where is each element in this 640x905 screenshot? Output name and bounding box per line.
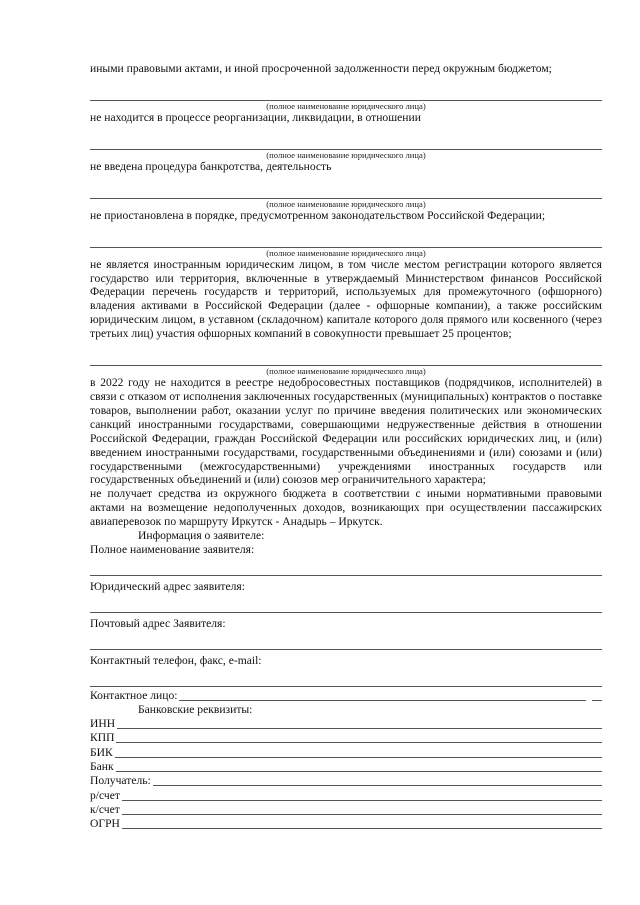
postal-address-field[interactable] <box>90 631 602 650</box>
bank-field-bik <box>90 745 602 759</box>
applicant-section <box>90 529 602 703</box>
bank-field-inn <box>90 717 602 731</box>
bank-field-label: ОГРН <box>90 817 120 831</box>
bank-field-corr-account <box>90 803 602 817</box>
bank-field-label: ИНН <box>90 717 116 731</box>
bank-field-recipient <box>90 774 602 788</box>
bank-field-input[interactable] <box>117 717 602 729</box>
condition-suspended: не приостановлена в порядке, предусмотренном законодательством Российской Федерации; <box>90 208 546 222</box>
legal-entity-note: (полное наименование юридического лица) <box>266 198 426 209</box>
legal-entity-line[interactable] <box>90 78 602 101</box>
bank-field-kpp <box>90 731 602 745</box>
bank-field-label: БИК <box>90 745 113 759</box>
contact-person-field[interactable] <box>179 689 586 701</box>
phone-label: Контактный телефон, факс, e-mail: <box>90 653 262 667</box>
legal-entity-note: (полное наименование юридического лица) <box>266 247 426 258</box>
intro-paragraph: иными правовыми актами, и иной просроченной задолженности перед окружным бюджетом; <box>90 62 552 75</box>
postal-address-label: Почтовый адрес Заявителя: <box>90 616 226 630</box>
bank-field-bank <box>90 760 602 774</box>
bank-field-label: к/счет <box>90 802 120 816</box>
condition-bankruptcy: не введена процедура банкротства, деятельность <box>90 159 332 173</box>
legal-address-field[interactable] <box>90 594 602 613</box>
bank-field-input[interactable] <box>122 803 602 815</box>
condition-offshore: не является иностранным юридическим лицом, в том числе местом регистрации которого является государство или территория, включенные в утверждаемый Министерством финансов Российской Федерации перечень государств и территорий, используемых для промежуточного (офшорного) владения активами в Российской Федерации (далее - офшорные компании), а также российским юридическим лицом, в уставном (складочном) капитале которого доля прямого или косвенного (через третьих лиц) участия офшорных компаний в совокупности превышает 25 процентов; <box>90 257 602 341</box>
bank-field-label: Банк <box>90 760 114 774</box>
bank-field-input[interactable] <box>115 746 602 758</box>
bank-field-input[interactable] <box>122 789 602 801</box>
bank-field-input[interactable] <box>153 774 602 786</box>
legal-entity-line[interactable] <box>90 225 602 248</box>
bank-field-ogrn <box>90 817 602 831</box>
bank-field-label: КПП <box>90 731 115 745</box>
full-name-field[interactable] <box>90 557 602 576</box>
bank-heading: Банковские реквизиты: <box>138 702 253 716</box>
bank-field-input[interactable] <box>122 817 602 829</box>
phone-field[interactable] <box>90 668 602 687</box>
condition-subsidy: не получает средства из окружного бюджета в соответствии с иными нормативными правовыми актами на возмещение недополученных доходов, возникающих при осуществлении пассажирских авиаперевозок по маршруту Иркутск - Анадырь – Иркутск. <box>90 487 602 529</box>
full-name-label: Полное наименование заявителя: <box>90 542 255 556</box>
bank-field-label: р/счет <box>90 788 120 802</box>
bank-field-label: Получатель: <box>90 774 151 788</box>
legal-entity-note: (полное наименование юридического лица) <box>266 149 426 160</box>
contact-person-label: Контактное лицо: <box>90 688 178 702</box>
legal-entity-note: (полное наименование юридического лица) <box>266 100 426 111</box>
condition-reorganization: не находится в процессе реорганизации, ликвидации, в отношении <box>90 110 421 124</box>
legal-entity-note: (полное наименование юридического лица) <box>266 366 426 377</box>
bank-section <box>90 703 602 831</box>
bank-field-input[interactable] <box>116 760 602 772</box>
legal-entity-line[interactable] <box>90 176 602 199</box>
legal-entity-line[interactable] <box>90 343 602 366</box>
contact-person-row <box>90 689 602 703</box>
legal-address-label: Юридический адрес заявителя: <box>90 579 245 593</box>
bank-field-input[interactable] <box>116 731 602 743</box>
condition-registry: в 2022 году не находится в реестре недобросовестных поставщиков (подрядчиков, исполнителей) в связи с отказом от исполнения заключенных государственных (муниципальных) контрактов о поставке товаров, выполнении работ, оказании услуг по причине введения политических или экономических санкций иностранными государствами, совершающими недружественные действия в отношении Российской Федерации, граждан Российской Федерации или российских юридических лиц, и (или) введением иностранными государствами, государственными объединениями и (или) союзами и (или) государственными (межгосударственными) учреждениями иностранных государств или государственных объединений и (или) союзов мер ограничительного характера; <box>90 376 602 487</box>
contact-person-extra-field[interactable] <box>592 689 602 701</box>
applicant-heading: Информация о заявителе: <box>138 529 265 543</box>
legal-entity-line[interactable] <box>90 127 602 150</box>
document-page <box>90 62 602 831</box>
bank-field-account <box>90 788 602 802</box>
